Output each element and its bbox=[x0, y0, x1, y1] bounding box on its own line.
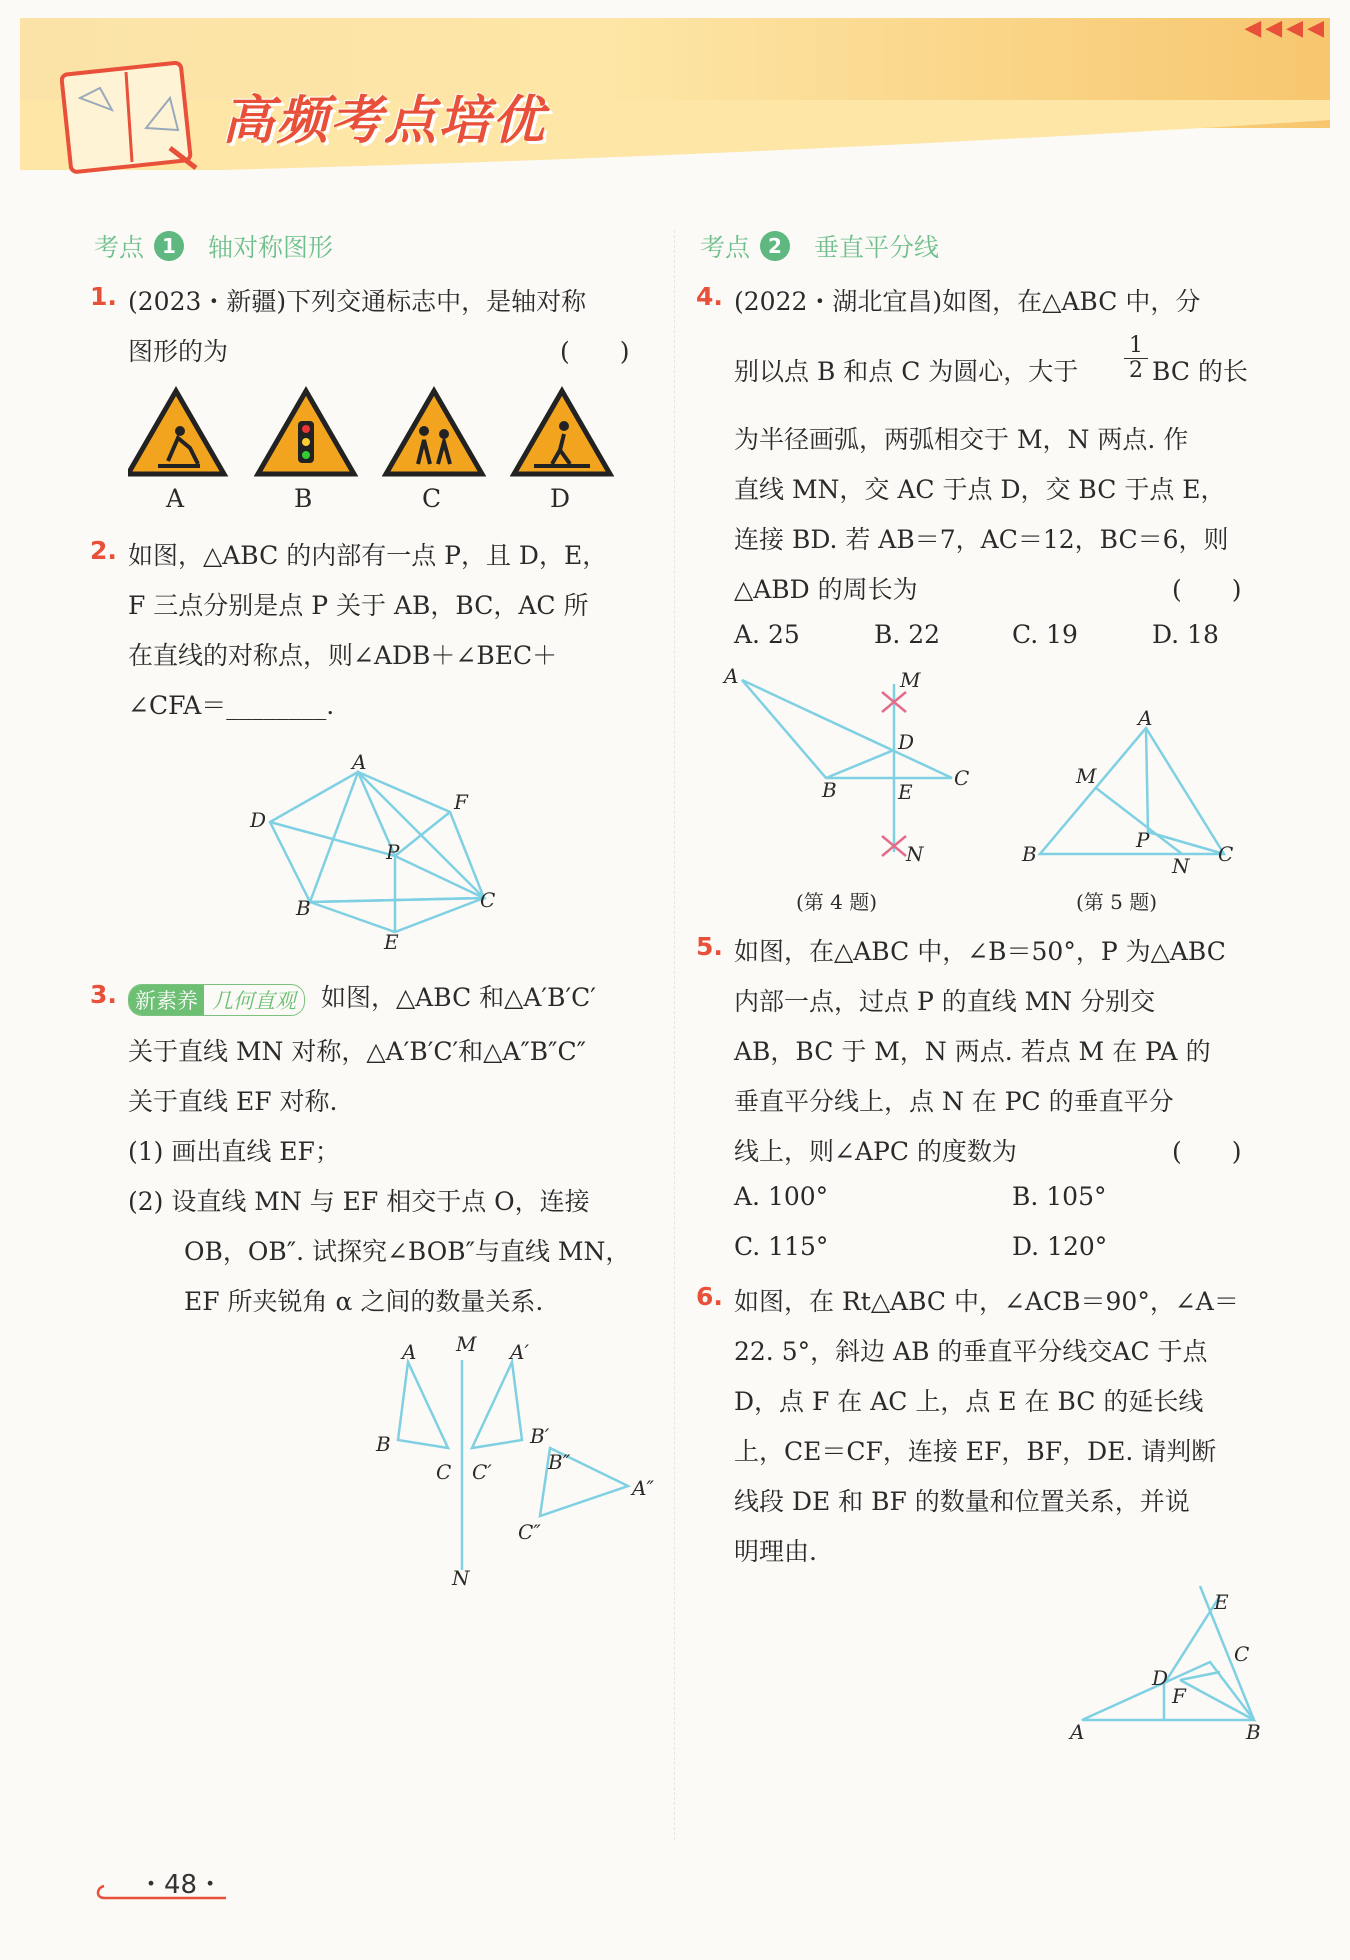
q2-label-d: D bbox=[250, 808, 267, 832]
q5-label-b: B bbox=[1022, 842, 1037, 866]
q2-label-a: A bbox=[352, 750, 367, 774]
q3-number: 3. bbox=[90, 980, 117, 1009]
section-1-heading bbox=[94, 228, 333, 264]
q3-label-c1: C′ bbox=[472, 1460, 492, 1484]
q3-label-b2: B″ bbox=[548, 1450, 571, 1474]
q4-label-n: N bbox=[906, 842, 924, 866]
q4-label-e: E bbox=[898, 780, 913, 804]
q4-line-4: 直线 MN，交 AC 于点 D，交 BC 于点 E， bbox=[734, 475, 1226, 504]
q3-tag-row bbox=[128, 978, 596, 1016]
q3-line-7: EF 所夹锐角 α 之间的数量关系. bbox=[184, 1287, 544, 1316]
section-1-label: 考点 bbox=[94, 233, 145, 262]
q3-figure bbox=[370, 1340, 660, 1590]
section-1-title: 轴对称图形 bbox=[208, 233, 334, 262]
q3-label-n: N bbox=[452, 1566, 470, 1590]
section-2-label: 考点 bbox=[700, 233, 751, 262]
q3-line-4: (1) 画出直线 EF； bbox=[128, 1137, 340, 1166]
sign-d-pedestrian-icon bbox=[514, 391, 610, 474]
q1-option-b: B bbox=[294, 484, 313, 513]
section-2-title: 垂直平分线 bbox=[814, 233, 940, 262]
q4-label-a: A bbox=[724, 664, 739, 688]
q2-label-e: E bbox=[384, 930, 399, 954]
q6-label-a: A bbox=[1070, 1720, 1085, 1744]
q5-line-4: 垂直平分线上，点 N 在 PC 的垂直平分 bbox=[734, 1087, 1174, 1116]
q4-fraction-denominator: 2 bbox=[1129, 358, 1143, 383]
q5-figure bbox=[1030, 716, 1240, 866]
q4-figure bbox=[726, 670, 986, 870]
q1-option-d: D bbox=[550, 484, 571, 513]
q3-tag-label: 新素养 bbox=[129, 985, 204, 1015]
q5-line-5: 线上，则∠APC 的度数为 bbox=[734, 1137, 1017, 1166]
q2-line-3: 在直线的对称点，则∠ADB＋∠BEC＋ bbox=[128, 641, 558, 670]
q5-line-2: 内部一点，过点 P 的直线 MN 分别交 bbox=[734, 987, 1156, 1016]
q3-label-a: A bbox=[402, 1340, 417, 1364]
q6-line-3: D，点 F 在 AC 上，点 E 在 BC 的延长线 bbox=[734, 1387, 1204, 1416]
q5-label-n: N bbox=[1172, 854, 1190, 878]
q5-answer-paren: ( ) bbox=[1172, 1137, 1242, 1166]
q5-label-p: P bbox=[1136, 828, 1150, 852]
q3-line-2: 关于直线 MN 对称，△A′B′C′和△A″B″C″ bbox=[128, 1037, 586, 1066]
q4-label-c: C bbox=[954, 766, 970, 790]
q4-line-3: 为半径画弧，两弧相交于 M，N 两点. 作 bbox=[734, 425, 1189, 454]
q3-label-m: M bbox=[456, 1332, 477, 1356]
q1-answer-paren: ( ) bbox=[560, 337, 630, 366]
q2-line-1: 如图，△ABC 的内部有一点 P，且 D，E， bbox=[128, 541, 608, 570]
q4-line-6: △ABD 的周长为 bbox=[734, 575, 918, 604]
q1-option-a: A bbox=[166, 484, 185, 513]
q4-option-b: B. 22 bbox=[874, 620, 941, 649]
q6-label-e: E bbox=[1214, 1590, 1229, 1614]
q4-line-2: 别以点 B 和点 C 为圆心，大于 bbox=[734, 357, 1079, 386]
sign-a-worker-icon bbox=[128, 391, 224, 474]
section-2-number-badge: 2 bbox=[760, 231, 790, 261]
q2-figure bbox=[240, 750, 520, 960]
q4-label-d: D bbox=[898, 730, 915, 754]
q4-fraction-numerator: 1 bbox=[1124, 334, 1148, 359]
banner-wave bbox=[20, 100, 1330, 180]
q4-label-m: M bbox=[900, 668, 921, 692]
section-1-number-badge: 1 bbox=[154, 231, 184, 261]
q2-line-2: F 三点分别是点 P 关于 AB，BC，AC 所 bbox=[128, 591, 589, 620]
q5-label-m: M bbox=[1076, 764, 1097, 788]
q3-tag-topic: 几何直观 bbox=[212, 988, 296, 1013]
q5-label-a: A bbox=[1138, 706, 1153, 730]
q3-label-b: B bbox=[376, 1432, 391, 1456]
q6-line-4: 上，CE＝CF，连接 EF，BF，DE. 请判断 bbox=[734, 1437, 1217, 1466]
q3-line-3: 关于直线 EF 对称. bbox=[128, 1087, 338, 1116]
q4-fraction bbox=[1124, 334, 1148, 383]
q5-option-a: A. 100° bbox=[734, 1182, 829, 1211]
q3-label-c2: C″ bbox=[518, 1520, 541, 1544]
q3-label-a2: A″ bbox=[632, 1476, 654, 1500]
column-divider bbox=[674, 230, 675, 1840]
q5-caption: (第 5 题) bbox=[1076, 890, 1158, 914]
q2-label-b: B bbox=[296, 896, 311, 920]
q2-line-4: ∠CFA＝________. bbox=[128, 691, 335, 720]
traffic-signs-figure bbox=[128, 386, 618, 516]
q6-line-5: 线段 DE 和 BF 的数量和位置关系，并说 bbox=[734, 1487, 1190, 1516]
section-2-heading bbox=[700, 228, 939, 264]
decorative-arrows-icon: ◀◀◀◀ bbox=[1244, 16, 1328, 41]
q4-line-5: 连接 BD. 若 AB＝7，AC＝12，BC＝6，则 bbox=[734, 525, 1229, 554]
page-number: ・48・ bbox=[138, 1870, 224, 1900]
q4-line-2b: BC 的长 bbox=[1152, 357, 1248, 386]
q1-option-c: C bbox=[422, 484, 442, 513]
q3-label-c: C bbox=[436, 1460, 452, 1484]
q4-number: 4. bbox=[696, 282, 723, 311]
q1-line-1: (2023・新疆)下列交通标志中，是轴对称 bbox=[128, 287, 587, 316]
q6-line-2: 22. 5°，斜边 AB 的垂直平分线交AC 于点 bbox=[734, 1337, 1208, 1366]
q5-line-1: 如图，在△ABC 中，∠B＝50°，P 为△ABC bbox=[734, 937, 1226, 966]
q5-option-d: D. 120° bbox=[1012, 1232, 1108, 1261]
q6-label-d: D bbox=[1152, 1666, 1169, 1690]
q5-option-b: B. 105° bbox=[1012, 1182, 1107, 1211]
q6-label-f: F bbox=[1172, 1684, 1186, 1708]
q4-caption: (第 4 题) bbox=[796, 890, 878, 914]
q3-literacy-tag bbox=[128, 984, 305, 1016]
q4-option-c: C. 19 bbox=[1012, 620, 1078, 649]
q2-label-c: C bbox=[480, 888, 496, 912]
q4-option-d: D. 18 bbox=[1152, 620, 1219, 649]
q6-number: 6. bbox=[696, 1282, 723, 1311]
q3-label-a1: A′ bbox=[510, 1340, 529, 1364]
q2-label-f: F bbox=[454, 790, 468, 814]
q5-option-c: C. 115° bbox=[734, 1232, 829, 1261]
sign-b-traffic-light-icon bbox=[258, 391, 354, 474]
sign-c-children-icon bbox=[386, 391, 482, 474]
q6-line-1: 如图，在 Rt△ABC 中，∠ACB＝90°，∠A＝ bbox=[734, 1287, 1239, 1316]
q3-line-1: 如图，△ABC 和△A′B′C′ bbox=[320, 983, 596, 1012]
q6-line-6: 明理由. bbox=[734, 1537, 817, 1566]
q3-line-6: OB，OB″. 试探究∠BOB″与直线 MN， bbox=[184, 1237, 631, 1266]
q1-number: 1. bbox=[90, 282, 117, 311]
q5-number: 5. bbox=[696, 932, 723, 961]
q3-line-5: (2) 设直线 MN 与 EF 相交于点 O，连接 bbox=[128, 1187, 590, 1216]
q6-label-b: B bbox=[1246, 1720, 1261, 1744]
notebook-logo-icon bbox=[60, 58, 200, 176]
page-title: 高频考点培优 bbox=[222, 91, 547, 151]
q2-label-p: P bbox=[386, 840, 400, 864]
q5-label-c: C bbox=[1218, 842, 1234, 866]
q6-label-c: C bbox=[1234, 1642, 1250, 1666]
q4-label-b: B bbox=[822, 778, 837, 802]
q2-number: 2. bbox=[90, 536, 117, 565]
q4-line-1: (2022・湖北宜昌)如图，在△ABC 中，分 bbox=[734, 287, 1201, 316]
q3-label-b1: B′ bbox=[530, 1424, 550, 1448]
q4-answer-paren: ( ) bbox=[1172, 575, 1242, 604]
q4-option-a: A. 25 bbox=[734, 620, 800, 649]
q1-line-2: 图形的为 bbox=[128, 337, 229, 366]
q5-line-3: AB，BC 于 M，N 两点. 若点 M 在 PA 的 bbox=[734, 1037, 1211, 1066]
